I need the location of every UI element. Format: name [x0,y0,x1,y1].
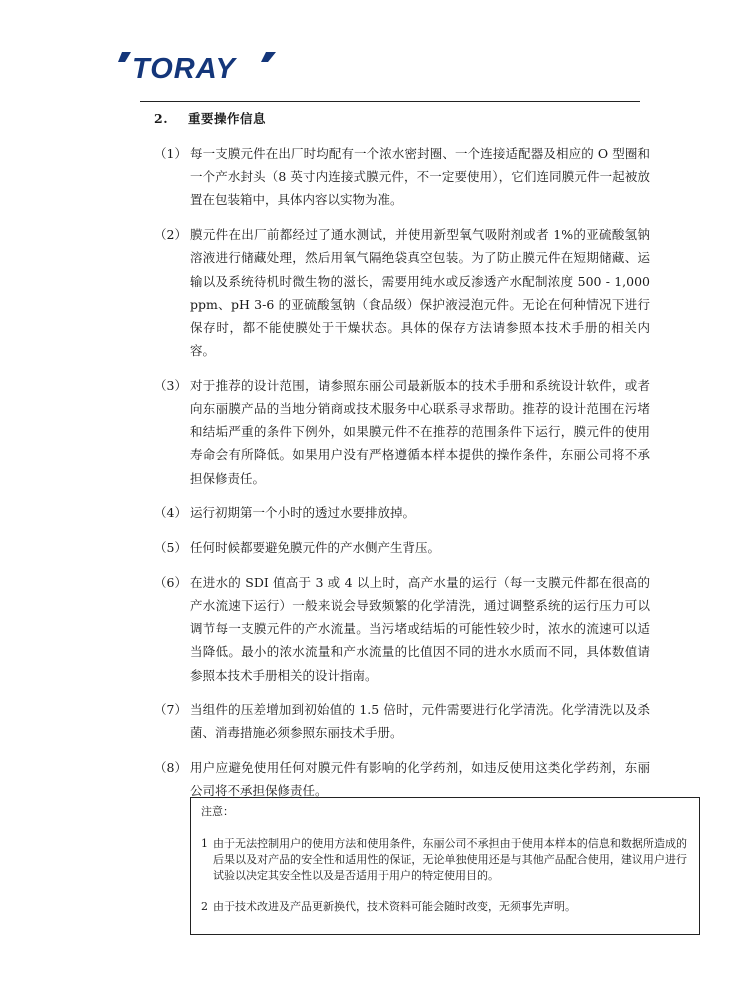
instruction-number: （1） [154,146,187,161]
notice-number: 2 [201,899,208,913]
instruction-item [154,571,650,687]
notice-text: 由于无法控制用户的使用方法和使用条件，东丽公司不承担由于使用本样本的信息和数据所造成的后果以及对产品的安全性和适用性的保证，无论单独使用还是与其他产品配合使用，建议用户进行试验以决定其安全性以及是否适用于用户的特定使用目的。 [213,837,687,883]
notice-item [201,899,687,915]
section-number: 2. [154,111,169,126]
header-rule [140,101,640,102]
instruction-item [154,374,650,490]
toray-logo-mark [118,50,278,84]
instruction-item [154,536,650,559]
instruction-item [154,698,650,744]
section-heading [154,109,266,127]
instruction-number: （2） [154,227,187,243]
instruction-text: 膜元件在出厂前都经过了通水测试，并使用新型氧气吸附剂或者 1%的亚硫酸氢钠溶液进行储藏处理，然后用氧气隔绝袋真空包装。为了防止膜元件在短期储藏、运输以及系统待机时微生物的滋长，需要用纯水或反渗透产水配制浓度 500 - 1,000 ppm、pH 3-6 的亚硫酸氢钠（食品级）保护液浸泡元件。无论在何种情况下进行保存时，都不能使膜处于干燥状态。具体的保存方法请参照本技术手册的相关内容。 [190,227,650,359]
instruction-number: （5） [154,540,187,556]
notice-text: 由于技术改进及产品更新换代，技术资料可能会随时改变，无须事先声明。 [213,899,576,913]
instruction-text: 任何时候都要避免膜元件的产水侧产生背压。 [190,540,441,556]
instruction-number: （4） [154,505,187,521]
notice-item [201,836,687,885]
instruction-text: 每一支膜元件在出厂时均配有一个浓水密封圈、一个连接适配器及相应的 O 型圈和一个产水封头（8 英寸内连接式膜元件，不一定要使用），它们连同膜元件一起被放置在包装箱中，具体内容以实物为准。 [190,146,650,208]
logo-left-tick [118,52,131,62]
toray-logo [118,50,278,84]
instruction-text: 运行初期第一个小时的透过水要排放掉。 [190,505,416,521]
notice-box [190,797,700,935]
instruction-number: （3） [154,377,187,393]
logo-right-tick [261,52,276,62]
instruction-number: （7） [154,702,187,718]
instruction-text: 用户应避免使用任何对膜元件有影响的化学药剂，如违反使用这类化学药剂，东丽公司将不承担保修责任。 [190,760,650,799]
instruction-item [154,501,650,524]
instruction-item [154,223,650,362]
instruction-number: （6） [154,574,187,590]
instruction-text: 当组件的压差增加到初始值的 1.5 倍时，元件需要进行化学清洗。化学清洗以及杀菌、消毒措施必须参照东丽技术手册。 [190,702,650,741]
logo-text: TORAY [132,53,236,84]
instruction-text: 对于推荐的设计范围，请参照东丽公司最新版本的技术手册和系统设计软件，或者向东丽膜产品的当地分销商或技术服务中心联系寻求帮助。推荐的设计范围在污堵和结垢严重的条件下例外，如果膜元件不在推荐的范围条件下运行，膜元件的使用寿命会有所降低。如果用户没有严格遵循本样本提供的操作条件，东丽公司将不承担保修责任。 [190,377,650,486]
instruction-list [154,142,650,814]
instruction-text: 在进水的 SDI 值高于 3 或 4 以上时，高产水量的运行（每一支膜元件都在很高的产水流速下运行）一般来说会导致频繁的化学清洗，通过调整系统的运行压力可以调节每一支膜元件的产水流量。当污堵或结垢的可能性较少时，浓水的流速可以适当降低。最小的浓水流量和产水流量的比值因不同的进水水质而不同，具体数值请参照本技术手册相关的设计指南。 [190,574,650,683]
instruction-item [154,142,650,212]
notice-title: 注意： [201,805,234,818]
notice-number: 1 [201,837,208,850]
section-title: 重要操作信息 [188,111,267,126]
instruction-number: （8） [154,760,187,776]
instruction-item [154,756,650,802]
